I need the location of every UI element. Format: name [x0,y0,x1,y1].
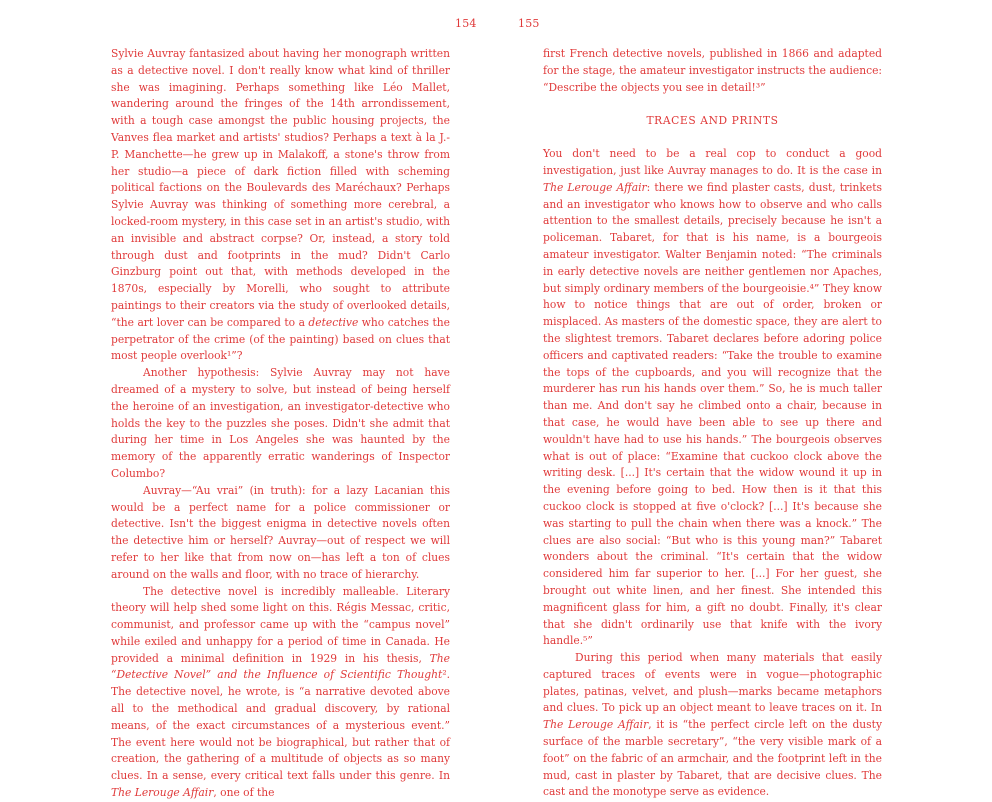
paragraph: Auvray—“Au vrai” (in truth): for a lazy Lacanian this would be a perfect name for a police commissioner or detective. Isn't the biggest enigma in detective novels often the detective him or herself? Auvray—out of respect we will refer to her like that from now on—has left a ton of clues around on the walls and floor, with no trace of hierarchy. [111,483,450,581]
paragraph: first French detective novels, published in 1866 and adapted for the stage, the amateur investigator instructs the audience: “Describe the objects you see in detail!³” [543,47,882,94]
left-page [111,46,450,802]
paragraph: During this period when many materials that easily captured traces of events were in vogue—photographic plates, patinas, velvet, and plush—marks became metaphors and clues. To pick up an object meant to leave traces on it. In The Lerouge Affair, it is “the perfect circle left on the dusty surface of the marble secretary”, “the very visible mark of a foot” on the fabric of an armchair, and the footprint left in the mud, cast in plaster by Tabaret, that are decisive clues. The cast and the monotype serve as evidence. [543,651,882,799]
paragraph: Another hypothesis: Sylvie Auvray may not have dreamed of a mystery to solve, but instead of being herself the heroine of an investigation, an investigator-detective who holds the key to the puzzles she poses. Didn't she admit that during her time in Los Angeles she was haunted by the memory of the apparently erratic wanderings of Inspector Columbo? [111,366,450,480]
right-page [543,46,882,801]
paragraph: Sylvie Auvray fantasized about having her monograph written as a detective novel. I don't really know what kind of thriller she was imagining. Perhaps something like Léo Mallet, wandering around the fringes of the 14th arrondissement, with a tough case amongst the public housing projects, the Vanves flea market and artists' studios? Perhaps a text à la J.-P. Manchette—he grew up in Malakoff, a stone's throw from her studio—a piece of dark fiction filled with scheming political factions on the Boulevards des Maréchaux? Perhaps Sylvie Auvray was thinking of something more cerebral, a locked-room mystery, in this case set in an artist's studio, with an invisible and abstract corpse? Or, instead, a story told through dust and footprints in the mud? Didn't Carlo Ginzburg point out that, with methods developed in the 1870s, especially by Morelli, who sought to attribute paintings to their creators via the study of overlooked details, “the art lover can be compared to a detective who catches the perpetrator of the crime (of the painting) based on clues that most people overlook¹”? [111,47,451,363]
page-number-right: 155 [518,17,540,30]
paragraph: The detective novel is incredibly malleable. Literary theory will help shed some light on this. Régis Messac, critic, communist, and professor came up with the “campus novel” while exiled and unhappy for a period of time in Canada. He provided a minimal definition in 1929 in his thesis, The “Detective Novel” and the Influence of Scientific Thought². The detective novel, he wrote, is “a narrative devoted above all to the methodical and gradual discovery, by rational means, of the exact circumstances of a mysterious event.” The event here would not be biographical, but rather that of creation, the gathering of a multitude of objects as so many clues. In a sense, every critical text falls under this genre. In The Lerouge Affair, one of the [111,584,450,800]
paragraph: You don't need to be a real cop to conduct a good investigation, just like Auvray manages to do. It is the case in The Lerouge Affair: there we find plaster casts, dust, trinkets and an investigator who knows how to observe and who calls attention to the smallest details, precisely because he isn't a policeman. Tabaret, for that is his name, is a bourgeois amateur investigator. Walter Benjamin noted: “The criminals in early detective novels are neither gentlemen nor Apaches, but simply ordinary members of the bourgeoisie.⁴” They know how to notice things that are out of order, broken or misplaced. As masters of the domestic space, they are alert to the slightest tremors. Tabaret declares before adoring police officers and captivated readers: “Take the trouble to examine the tops of the cupboards, and you will recognize that the murderer has run his hands over them.” So, he is much taller than me. And don't say he climbed onto a chair, because in that case, he would have been able to see up there and wouldn't have had to use his hands.” The bourgeois observes what is out of place: “Examine that cuckoo clock above the writing desk. [...] It's certain that the widow wound it up in the evening before going to bed. How then is it that this cuckoo clock is stopped at five o'clock? [...] It's because she was starting to pull the chain when there was a knock.” The clues are also social: “But who is this young man?” Tabaret wonders about the criminal. “It's certain that the widow considered him far superior to her. [...] For her guest, she brought out white linen, and her finest. She intended this magnificent glass for him, a gift no doubt. Finally, it's clear that she didn't ordinarily use that knife with the ivory handle.⁵” [543,147,882,648]
section-heading: TRACES AND PRINTS [646,114,779,128]
page-number-left: 154 [455,17,477,30]
